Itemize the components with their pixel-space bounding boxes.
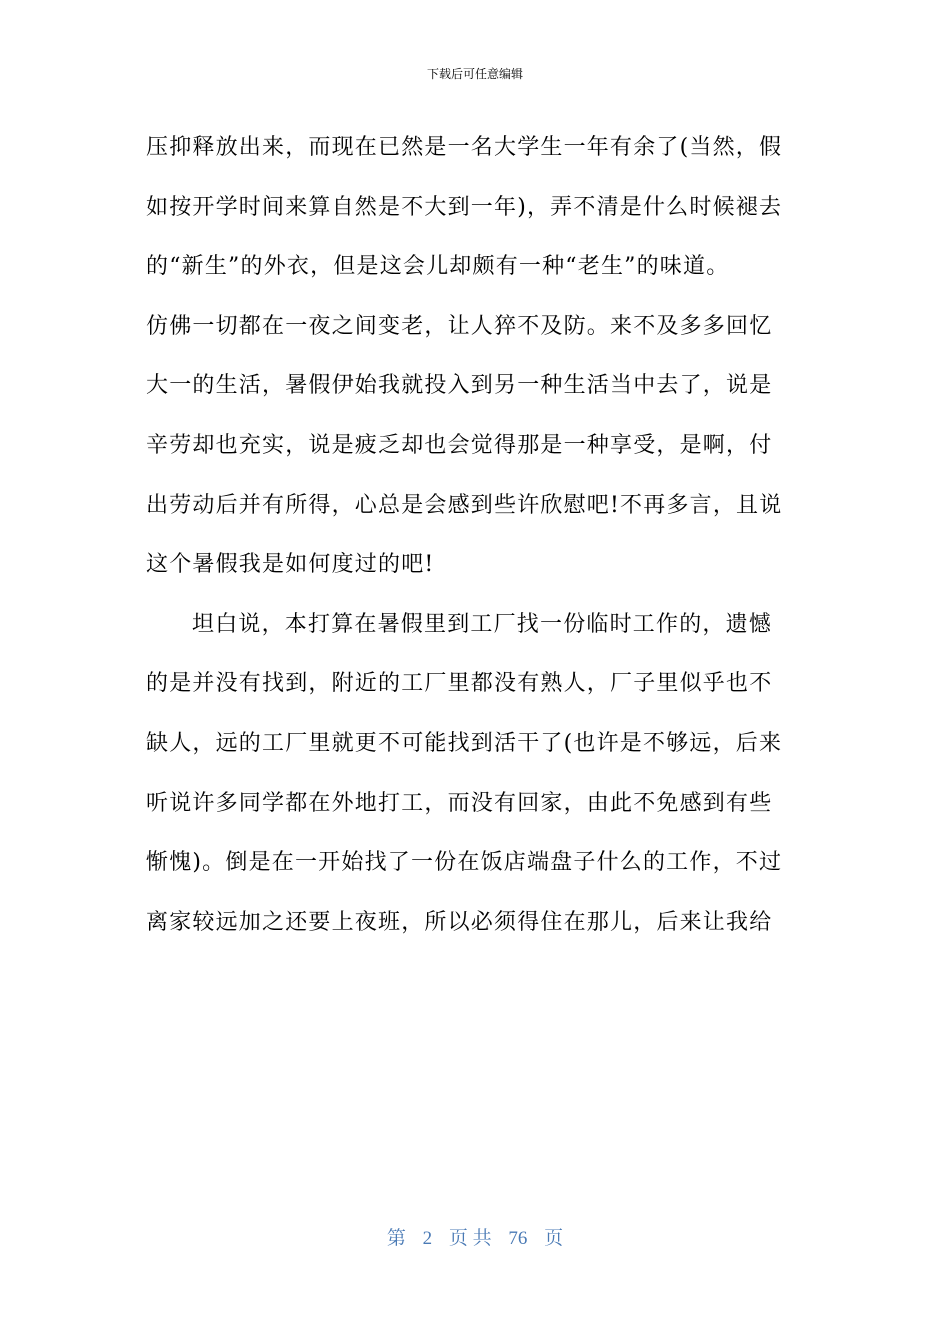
text-line: 缺人，远的工厂里就更不可能找到活干了(也许是不够远，后来 xyxy=(146,730,783,756)
paragraph-start-line: 坦白说，本打算在暑假里到工厂找一份临时工作的，遗憾 xyxy=(192,611,773,637)
footer-total-pages: 76 xyxy=(508,1228,528,1249)
footer-suffix: 页 xyxy=(544,1228,564,1249)
footer-prefix: 第 xyxy=(386,1228,406,1249)
page-footer xyxy=(0,1227,950,1251)
text-line: 出劳动后并有所得，心总是会感到些许欣慰吧!不再多言，且说 xyxy=(146,492,783,518)
footer-middle: 页 共 xyxy=(448,1228,492,1249)
text-line: 大一的生活，暑假伊始我就投入到另一种生活当中去了，说是 xyxy=(146,373,773,399)
text-line: 仿佛一切都在一夜之间变老，让人猝不及防。来不及多多回忆 xyxy=(146,313,773,339)
text-line: 辛劳却也充实，说是疲乏却也会觉得那是一种享受，是啊，付 xyxy=(146,432,773,458)
text-line: 惭愧)。倒是在一开始找了一份在饭店端盘子什么的工作，不过 xyxy=(146,850,783,876)
page-header xyxy=(0,66,950,82)
header-text: 下载后可任意编辑 xyxy=(426,67,523,81)
text-line: 这个暑假我是如何度过的吧! xyxy=(146,552,435,578)
text-line: 听说许多同学都在外地打工，而没有回家，由此不免感到有些 xyxy=(146,790,773,816)
footer-page-number: 2 xyxy=(422,1228,433,1249)
text-line: 压抑释放出来，而现在已然是一名大学生一年有余了(当然，假 xyxy=(146,135,783,160)
text-line: 离家较远加之还要上夜班，所以必须得住在那儿，后来让我给 xyxy=(146,909,773,935)
text-line: 的是并没有找到，附近的工厂里都没有熟人，厂子里似乎也不 xyxy=(146,671,773,697)
document-body xyxy=(146,118,806,952)
text-line: 的“新生”的外衣，但是这会儿却颇有一种“老生”的味道。 xyxy=(146,254,730,280)
text-line: 如按开学时间来算自然是不大到一年)，弄不清是什么时候褪去 xyxy=(146,194,783,220)
